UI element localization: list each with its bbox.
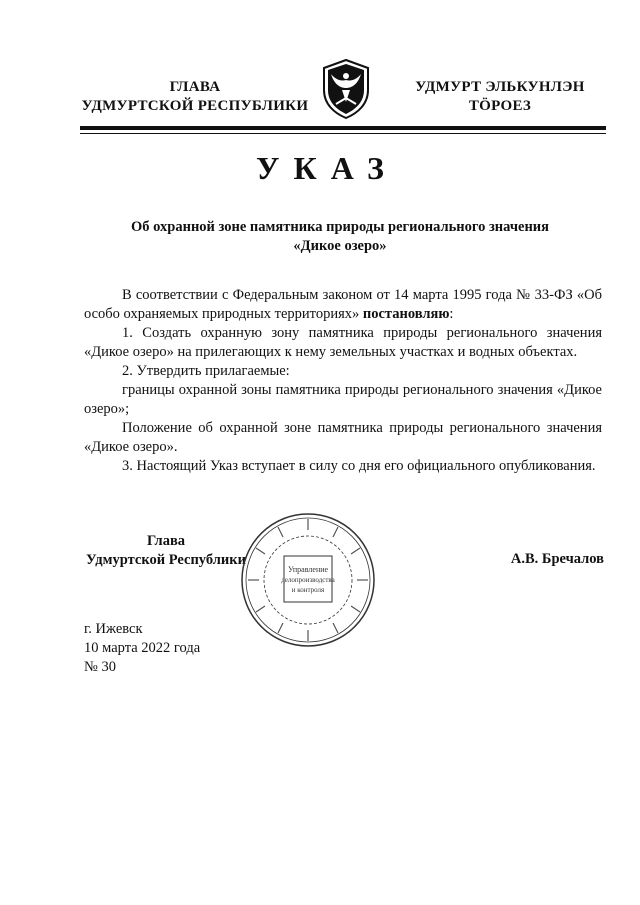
item-3: 3. Настоящий Указ вступает в силу со дня его официального опубликования. <box>122 458 596 474</box>
footer-number: № 30 <box>84 659 116 675</box>
emblem-icon <box>318 58 374 120</box>
preamble-end: : <box>449 306 454 322</box>
document-title: УКАЗ <box>256 150 398 186</box>
header-right-line1: УДМУРТ ЭЛЬКУНЛЭН <box>415 79 585 95</box>
header-right-line2: ТӦРОЕЗ <box>468 98 532 114</box>
item-1: 1. Создать охранную зону памятника природы регионального значения «Дикое озеро» на прилегающих к нему земельных участках и водных объектах. <box>84 325 602 360</box>
subject-line2: «Дикое озеро» <box>293 238 387 254</box>
header-right <box>390 78 610 116</box>
item-2a: границы охранной зоны памятника природы регионального значения «Дикое озеро»; <box>84 382 602 417</box>
signature-title <box>86 532 246 570</box>
footer-city: г. Ижевск <box>84 621 143 637</box>
header-rule-thin <box>80 133 606 134</box>
document-subject <box>110 218 570 256</box>
preamble-bold: постановляю <box>362 306 450 322</box>
signature-title-line2: Удмуртской Республики <box>86 552 246 568</box>
official-stamp <box>238 510 378 650</box>
header-left-line1: ГЛАВА <box>169 79 221 95</box>
document-footer <box>84 620 200 677</box>
signatory-name: А.В. Бречалов <box>510 551 604 567</box>
stamp-line2: делопроизводства <box>281 576 335 584</box>
stamp-line3: и контроля <box>291 586 325 594</box>
item-2b: Положение об охранной зоне памятника природы регионального значения «Дикое озеро». <box>84 420 602 455</box>
preamble-paragraph <box>84 286 602 324</box>
footer-date: 10 марта 2022 года <box>84 640 201 656</box>
header-left-line2: УДМУРТСКОЙ РЕСПУБЛИКИ <box>81 98 309 114</box>
signature-title-line1: Глава <box>146 533 186 549</box>
subject-line1: Об охранной зоне памятника природы регионального значения <box>130 219 549 235</box>
header-rule-thick <box>80 126 606 130</box>
document-body <box>84 286 602 476</box>
stamp-line1: Управление <box>287 565 329 574</box>
header-left <box>80 78 310 116</box>
preamble-text: В соответствии с Федеральным законом от 14 марта 1995 года № 33-ФЗ «Об особо охраняемых природных территориях» <box>84 287 602 322</box>
item-2: 2. Утвердить прилагаемые: <box>122 363 290 379</box>
